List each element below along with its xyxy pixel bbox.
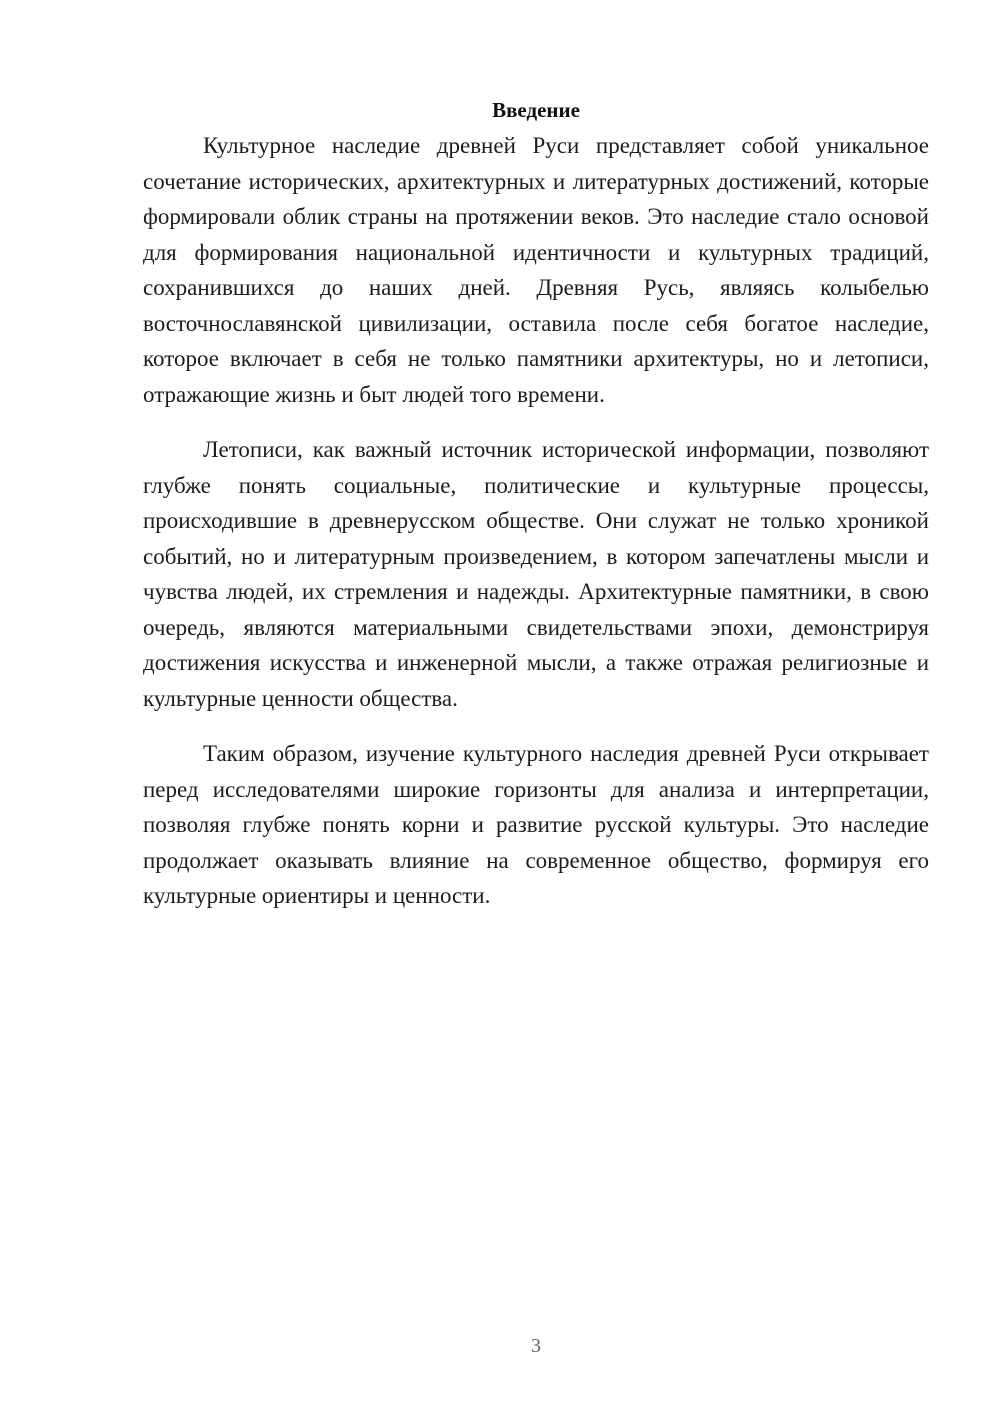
- page-number: 3: [531, 1335, 541, 1357]
- section-heading: Введение: [492, 98, 580, 122]
- paragraph-2: Летописи, как важный источник исторической информации, позволяют глубже понять социальные, политические и культурные процессы, происходившие в древнерусском обществе. Они служат не только хроникой событий, но и литературным произведением, в котором запечатлены мысли и чувства людей, их стремления и надежды. Архитектурные памятники, в свою очередь, являются материальными свидетельствами эпохи, демонстрируя достижения искусства и инженерной мысли, а также отражая религиозные и культурные ценности общества.: [143, 437, 929, 711]
- page-body: [143, 92, 929, 934]
- paragraph-1: Культурное наследие древней Руси представляет собой уникальное сочетание исторических, архитектурных и литературных достижений, которые формировали облик страны на протяжении веков. Это наследие стало основой для формирования национальной идентичности и культурных традиций, сохранившихся до наших дней. Древняя Русь, являясь колыбелью восточнославянской цивилизации, оставила после себя богатое наследие, которое включает в себя не только памятники архитектуры, но и летописи, отражающие жизнь и быт людей того времени.: [143, 133, 929, 407]
- paragraph-3: Таким образом, изучение культурного наследия древней Руси открывает перед исследователями широкие горизонты для анализа и интерпретации, позволяя глубже понять корни и развитие русской культуры. Это наследие продолжает оказывать влияние на современное общество, формируя его культурные ориентиры и ценности.: [143, 741, 929, 908]
